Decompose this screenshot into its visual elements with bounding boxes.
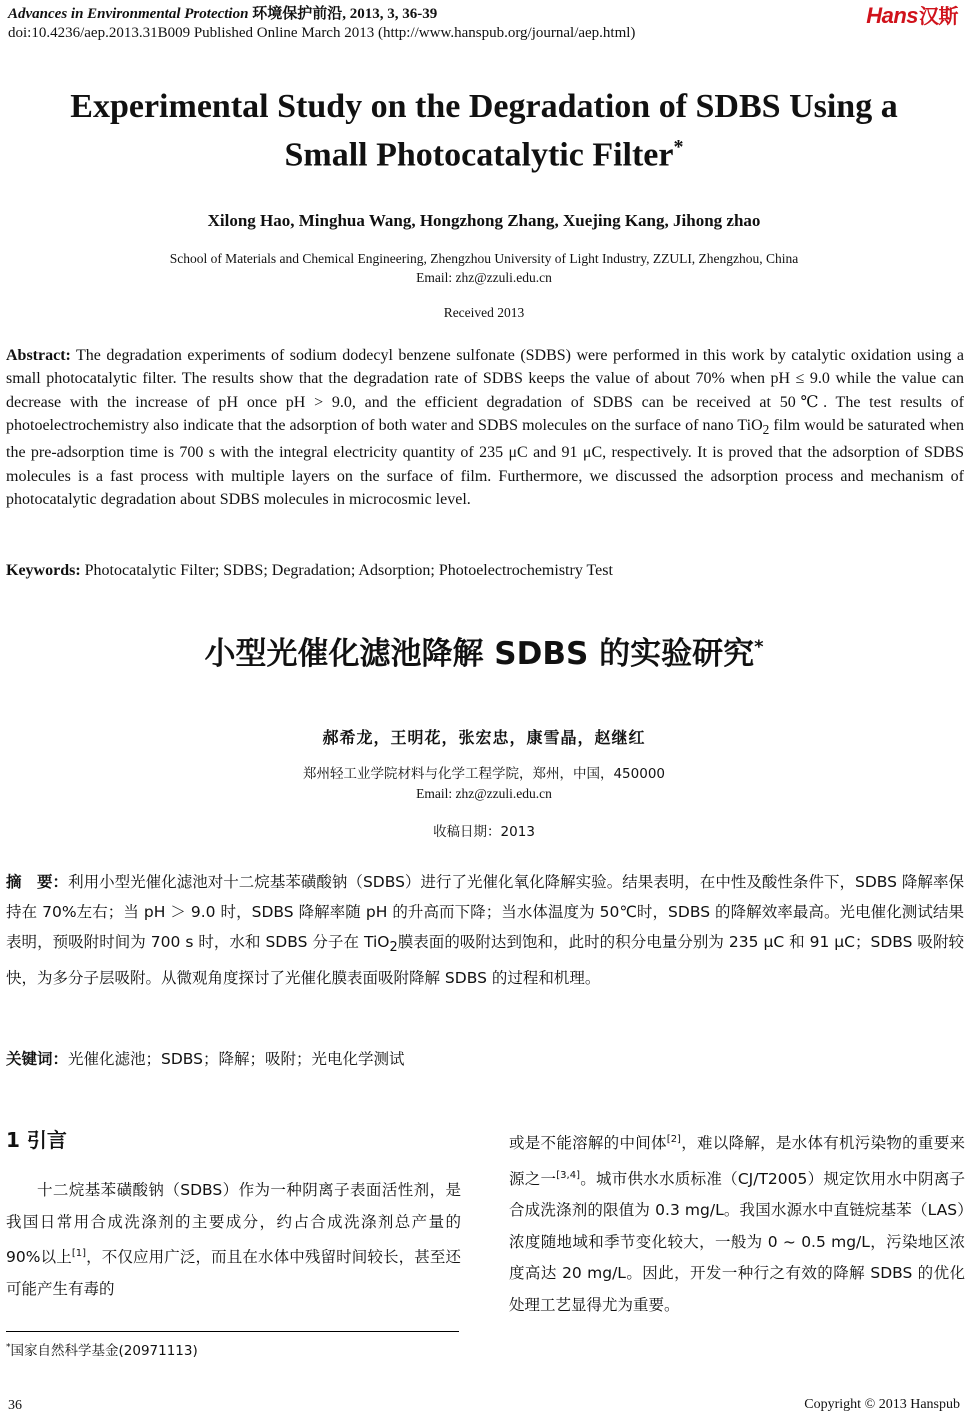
title-line-2: Small Photocatalytic Filter — [284, 136, 674, 174]
body-right-text-2: ，难以降解，是水体有机污染物的重要来源之一 — [509, 1134, 965, 1188]
body-right-text-3: 。城市供水水质标准（CJ/T2005）规定饮用水中阴离子合成洗涤剂的限值为 0.3 mg/L。我国水源水中直链烷基苯（LAS）浓度随地域和季节变化较大，一般为 0 ~ 0.5 mg/L，污染地区浓度高达 20 mg/L。因此，开发一种行之有效的降解 SDBS 的优化处理工艺显得尤为重要。 — [509, 1169, 965, 1314]
body-column-right — [509, 1124, 965, 1321]
abstract-cn-text-2: 膜表面的吸附达到饱和，此时的积分电量分别为 235 μC 和 91 μC；SDBS 吸附较快，为多分子层吸附。从微观角度探讨了光催化膜表面吸附降解 SDBS 的过程和机理。 — [6, 933, 964, 988]
hanspub-logo — [866, 0, 958, 29]
body-column-left — [6, 1175, 461, 1305]
keywords-cn — [6, 1044, 964, 1074]
paper-title — [0, 86, 968, 175]
title-cn-footnote-mark: * — [754, 636, 764, 658]
keywords-text: Photocatalytic Filter; SDBS; Degradation; Adsorption; Photoelectrochemistry Test — [80, 562, 613, 579]
body-left-text-2: ，不仅应用广泛，而且在水体中残留时间较长，甚至还可能产生有毒的 — [6, 1248, 461, 1298]
paper-title-cn — [0, 628, 968, 673]
footnote — [6, 1339, 198, 1359]
abstract-subscript: 2 — [762, 422, 770, 438]
affiliation-cn — [0, 764, 968, 804]
citation-ref: [1] — [71, 1248, 86, 1259]
citation-ref: [3,4] — [556, 1169, 580, 1181]
journal-header — [8, 2, 437, 23]
affiliation-cn-text: 郑州轻工业学院材料与化学工程学院，郑州，中国，450000 — [302, 766, 666, 782]
logo-text-cn: 汉斯 — [919, 6, 958, 28]
keywords-label: Keywords: — [6, 562, 81, 579]
journal-name: Advances in Environmental Protection — [8, 6, 249, 22]
abstract — [6, 344, 964, 511]
author-list: Xilong Hao, Minghua Wang, Hongzhong Zhang, Xuejing Kang, Jihong zhao — [207, 211, 761, 230]
title-footnote-mark: * — [673, 136, 684, 158]
footnote-divider — [6, 1331, 459, 1332]
title-line-1: Experimental Study on the Degradation of SDBS Using a — [70, 88, 898, 125]
page-number: 36 — [8, 1398, 22, 1413]
journal-volume: , 2013, 3, 36-39 — [342, 6, 438, 22]
abstract-text-2: film would be saturated when the pre-adsorption time is 700 s with the integral electricity quantity of 235 μC and 91 μC, respectively. It is proved that the adsorption of SDBS molecules is a fast process with multiple layers on the surface of film. Furthermore, we discussed the adsorption process and mechanism of photocatalytic degradation about SDBS molecules in microcosmic level. — [6, 416, 965, 508]
keywords-cn-label: 关键词： — [6, 1050, 69, 1068]
abstract-cn-label: 摘 要： — [6, 873, 69, 891]
received-date: Received 2013 — [443, 305, 525, 320]
affiliation — [0, 249, 968, 287]
author-email-cn: Email: zhz@zzuli.edu.cn — [416, 786, 552, 801]
received-date-cn: 收稿日期：2013 — [433, 824, 535, 840]
logo-text: Hans — [866, 3, 918, 28]
abstract-cn — [6, 867, 964, 993]
citation-ref: [2] — [666, 1134, 681, 1145]
footnote-text: 国家自然科学基金(20971113) — [10, 1343, 198, 1359]
author-list-cn: 郝希龙，王明花，张宏忠，康雪晶，赵继红 — [322, 728, 646, 747]
abstract-label: Abstract: — [6, 347, 71, 364]
abstract-cn-text-1: 利用小型光催化滤池对十二烷基苯磺酸钠（SDBS）进行了光催化氧化降解实验。结果表明，在中性及酸性条件下，SDBS 降解率保持在 70%左右；当 pH ＞ 9.0 时，SDBS 降解率随 pH 的升高而下降；当水体温度为 50℃时，SDBS 的降解效率最高。光电催化测试结果表明，预吸附时间为 700 s 时，水和 SDBS 分子在 TiO — [6, 873, 964, 951]
body-right-text-1: 或是不能溶解的中间体 — [509, 1134, 667, 1153]
doi-line: doi:10.4236/aep.2013.31B009 Published Online March 2013 (http://www.hanspub.org/journal/aep.html) — [8, 25, 636, 41]
body-left-text-1: 十二烷基苯磺酸钠（SDBS）作为一种阴离子表面活性剂，是我国日常用合成洗涤剂的主要成分，约占合成洗涤剂总产量的 90%以上 — [6, 1181, 461, 1267]
section-heading: 1 引言 — [6, 1128, 67, 1152]
abstract-cn-subscript: 2 — [389, 940, 398, 956]
affiliation-text: School of Materials and Chemical Engineering, Zhengzhou University of Light Industry, ZZULI, Zhengzhou, China — [169, 251, 799, 266]
journal-name-cn: 环境保护前沿 — [252, 6, 343, 22]
keywords — [6, 559, 964, 582]
author-email: Email: zhz@zzuli.edu.cn — [416, 270, 552, 285]
title-cn-text: 小型光催化滤池降解 SDBS 的实验研究 — [204, 636, 755, 672]
keywords-cn-text: 光催化滤池；SDBS；降解；吸附；光电化学测试 — [68, 1050, 405, 1068]
abstract-text-1: The degradation experiments of sodium dodecyl benzene sulfonate (SDBS) were performed in this work by catalytic oxidation using a small photocatalytic filter. The results show that the degradation rate of SDBS keeps the value of about 70% when pH ≤ 9.0 while the value can decrease with the increase of pH once pH > 9.0, and the efficient degradation of SDBS can be received at 50℃. The test results of photoelectrochemistry also indicate that the adsorption of both water and SDBS molecules on the surface of nano TiO — [6, 347, 964, 434]
copyright-notice: Copyright © 2013 Hanspub — [804, 1397, 960, 1412]
footnote-mark: * — [6, 1342, 11, 1353]
